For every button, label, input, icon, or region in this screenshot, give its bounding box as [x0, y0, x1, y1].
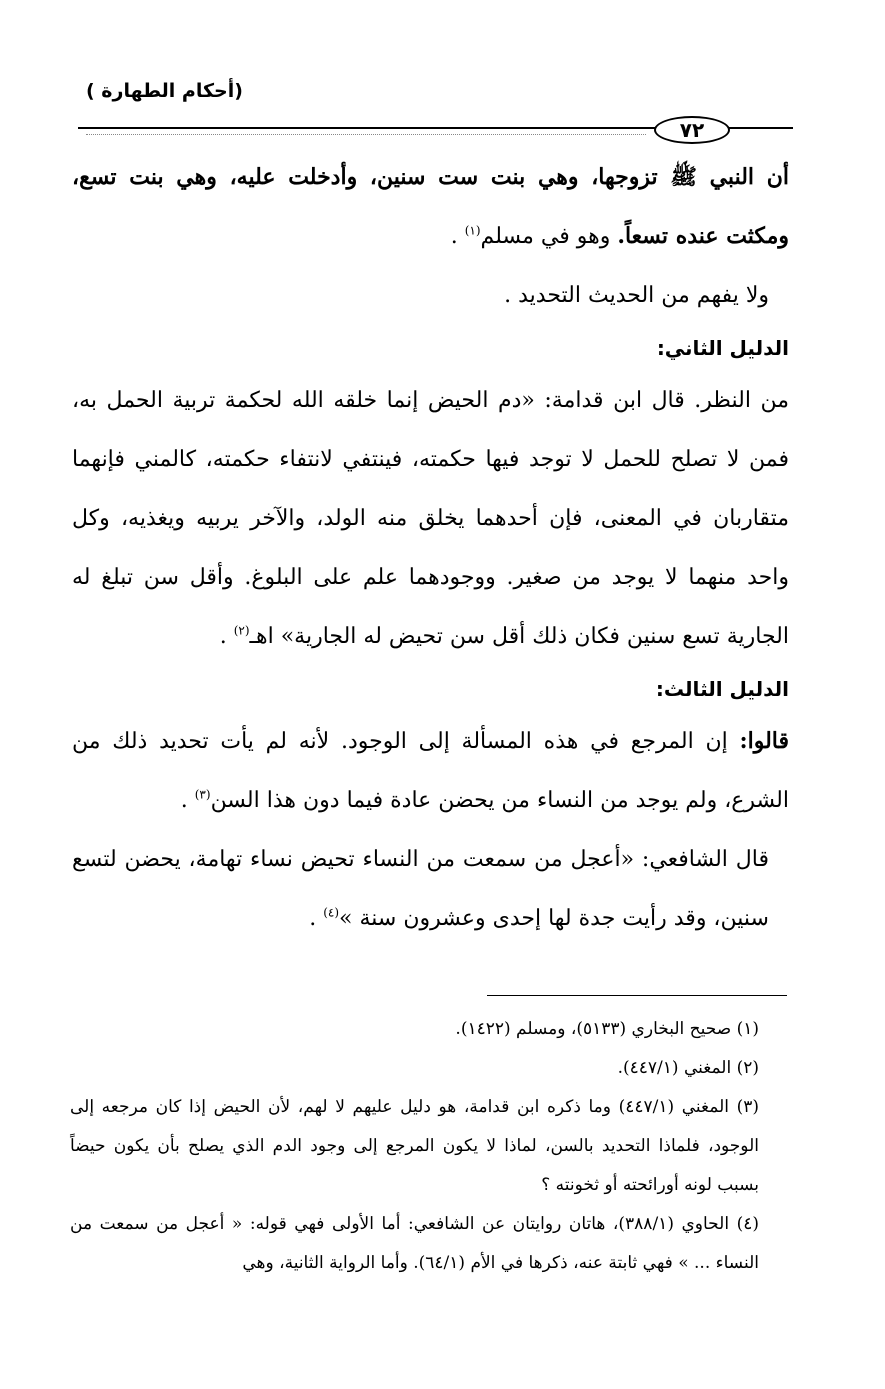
paragraph-5-text: قال الشافعي: «أعجل من سمعت من النساء تحيض نساء تهامة، يحضن لتسع سنين، وقد رأيت جدة لها إحدى وعشرون سنة » — [72, 847, 769, 931]
footnote-ref-3: (٣) — [194, 787, 211, 802]
footnote-separator — [487, 995, 787, 996]
paragraph-4 — [72, 712, 789, 830]
footnote-ref-2: (٢) — [233, 623, 250, 638]
paragraph-3 — [72, 371, 789, 666]
footnote-1: (١) صحيح البخاري (٥١٣٣)، ومسلم (١٤٢٢). — [455, 1019, 759, 1039]
heading-third-evidence: الدليل الثالث: — [655, 677, 789, 701]
footnote-4: (٤) الحاوي (٣٨٨/١)، هاتان روايتان عن الشافعي: أما الأولى فهي قوله: « أعجل من سمعت من النساء ... » فهي ثابتة عنه، ذكرها في الأم (٦٤/١). وأما الرواية الثانية، وهي — [70, 1214, 759, 1273]
paragraph-5 — [72, 830, 789, 948]
paragraph-1-rest: وهو في مسلم — [480, 224, 618, 249]
footnote-2: (٢) المغني (٤٤٧/١). — [617, 1058, 759, 1078]
heading-second-evidence: الدليل الثاني: — [656, 336, 789, 360]
paragraph-3-text: من النظر. قال ابن قدامة: «دم الحيض إنما خلقه الله لحكمة تربية الحمل به، فمن لا تصلح للحمل لا توجد فيها حكمته، فينتفي لانتفاء حكمته، كالمني فإنهما متقاربان في المعنى، فإن أحدهما يخلق منه الولد، والآخر يربيه ويغذيه، وكل واحد منهما لا يوجد من صغير. ووجودهما علم على البلوغ. وأقل سن تبلغ له الجارية تسع سنين فكان ذلك أقل سن تحيض له الجارية» اهـ — [72, 388, 789, 649]
footnote-ref-4: (٤) — [323, 905, 340, 920]
footnote-3: (٣) المغني (٤٤٧/١) وما ذكره ابن قدامة، هو دليل عليهم لا لهم، لأن الحيض إذا كان مرجعه إلى الوجود، فلماذا التحديد بالسن، لماذا لا يكون المرجع إلى وجود الدم الذي يصلح بأن يكون حيضاً بسبب لونه أورائحته أو ثخونته ؟ — [70, 1097, 759, 1195]
footnote-ref-1: (١) — [464, 223, 481, 238]
paragraph-4-text: إن المرجع في هذه المسألة إلى الوجود. لأنه لم يأت تحديد ذلك من الشرع، ولم يوجد من النساء من يحضن عادة فيما دون هذا السن — [72, 729, 789, 813]
paragraph-1-bold: أن النبي ﷺ تزوجها، وهي بنت ست سنين، وأدخلت عليه، وهي بنت تسع، ومكثت عنده تسعاً. — [72, 164, 789, 249]
paragraph-2: ولا يفهم من الحديث التحديد . — [504, 283, 769, 308]
main-text — [72, 148, 789, 948]
paragraph-3-end: . — [219, 624, 234, 649]
header-dotted-rule — [86, 134, 646, 135]
paragraph-1 — [72, 148, 789, 266]
paragraph-1-end: . — [450, 224, 465, 249]
paragraph-5-end: . — [309, 906, 324, 931]
running-header-title: (أحكام الطهارة ) — [86, 80, 243, 102]
footnotes — [70, 1010, 789, 1283]
paragraph-4-end: . — [180, 788, 195, 813]
page-number: ٧٢ — [654, 116, 730, 144]
paragraph-4-bold: قالوا: — [739, 728, 789, 754]
